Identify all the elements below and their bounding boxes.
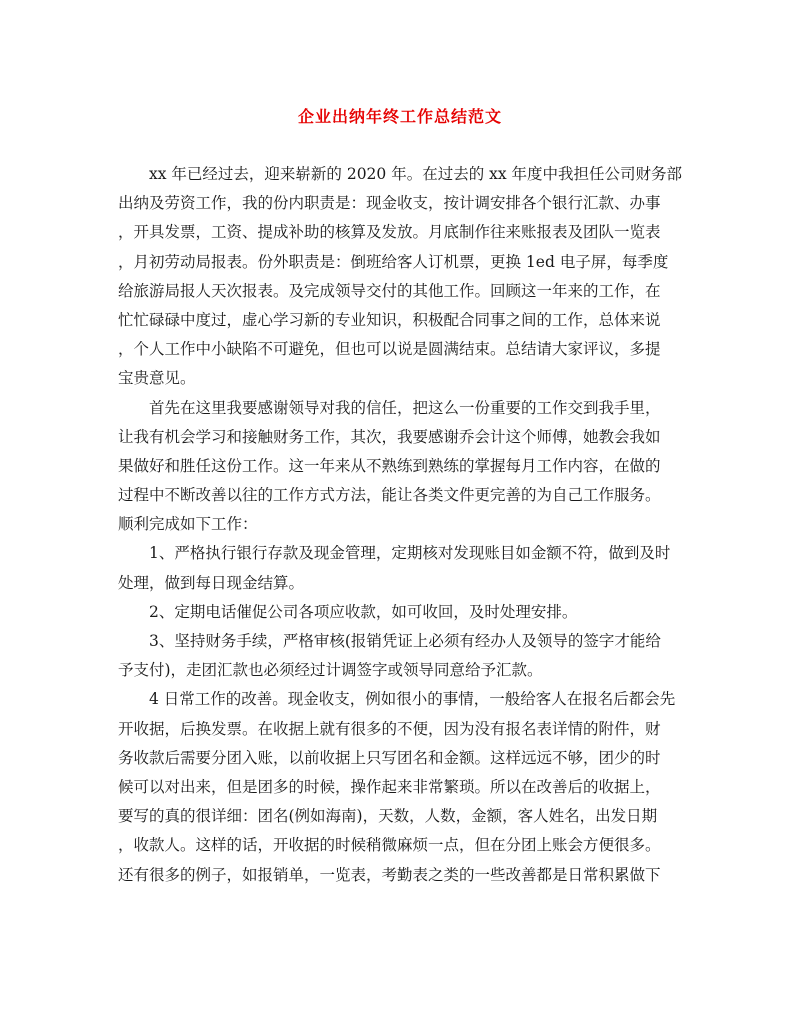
paragraph-4	[118, 598, 686, 627]
text-line: 3、坚持财务手续，严格审核(报销凭证上必须有经办人及领导的签字才能给	[149, 632, 661, 650]
text-line: 予支付)，走团汇款也必须经过计调签字或领导同意给予汇款。	[118, 661, 543, 680]
text-line: 2、定期电话催促公司各项应收款，如可收回，及时处理安排。	[149, 602, 578, 621]
paragraph-1	[118, 160, 686, 394]
text-line: xx 年已经过去，迎来崭新的 2020 年。在过去的 xx 年度中我担任公司财务部	[149, 165, 683, 183]
text-line: 1、严格执行银行存款及现金管理，定期核对发现账目如金额不符，做到及时	[149, 544, 671, 563]
text-line: 务收款后需要分团入账，以前收据上只写团名和金额。这样远远不够，团少的时	[118, 748, 661, 767]
text-line: 还有很多的例子，如报销单，一览表，考勤表之类的一些改善都是日常积累做下	[118, 865, 661, 884]
text-line: 忙忙碌碌中度过，虚心学习新的专业知识，积极配合同事之间的工作，总体来说	[118, 310, 661, 329]
text-line: 出纳及劳资工作，我的份内职责是：现金收支，按计调安排各个银行汇款、办事	[118, 194, 661, 213]
paragraph-6	[118, 685, 686, 889]
text-line: 宝贵意见。	[118, 369, 196, 388]
text-line: 顺利完成如下工作：	[118, 515, 258, 534]
text-line: 首先在这里我要感谢领导对我的信任，把这么一份重要的工作交到我手里，	[149, 398, 661, 417]
text-line: ，个人工作中小缺陷不可避免，但也可以说是圆满结束。总结请大家评议，多提	[118, 340, 661, 359]
paragraph-3	[118, 539, 686, 597]
paragraph-2	[118, 394, 686, 540]
text-line: ，月初劳动局报表。份外职责是：倒班给客人订机票，更换 1ed 电子屏，每季度	[118, 252, 669, 271]
text-line: 处理，做到每日现金结算。	[118, 573, 305, 592]
document-body	[118, 160, 686, 890]
text-line: 过程中不断改善以往的工作方式方法，能让各类文件更完善的为自己工作服务。	[118, 486, 661, 505]
text-line: 果做好和胜任这份工作。这一年来从不熟练到熟练的掌握每月工作内容，在做的	[118, 456, 661, 475]
text-line: 4 日常工作的改善。现金收支，例如很小的事情，一般给客人在报名后都会先	[149, 690, 676, 709]
document-title: 企业出纳年终工作总结范文	[297, 107, 502, 126]
text-line: 开收据，后换发票。在收据上就有很多的不便，因为没有报名表详情的附件，财	[118, 719, 661, 738]
text-line: 让我有机会学习和接触财务工作，其次，我要感谢乔会计这个师傅，她教会我如	[118, 427, 661, 446]
text-line: ，收款人。这样的话，开收据的时候稍微麻烦一点，但在分团上账会方便很多。	[118, 836, 661, 855]
paragraph-5	[118, 627, 686, 685]
text-line: 候可以对出来，但是团多的时候，操作起来非常繁琐。所以在改善后的收据上，	[118, 777, 661, 796]
text-line: 给旅游局报人天次报表。及完成领导交付的其他工作。回顾这一年来的工作，在	[118, 281, 661, 300]
text-line: 要写的真的很详细：团名(例如海南)，天数，人数，金额，客人姓名，出发日期	[118, 807, 658, 826]
text-line: ，开具发票，工资、提成补助的核算及发放。月底制作往来账报表及团队一览表	[118, 223, 661, 242]
